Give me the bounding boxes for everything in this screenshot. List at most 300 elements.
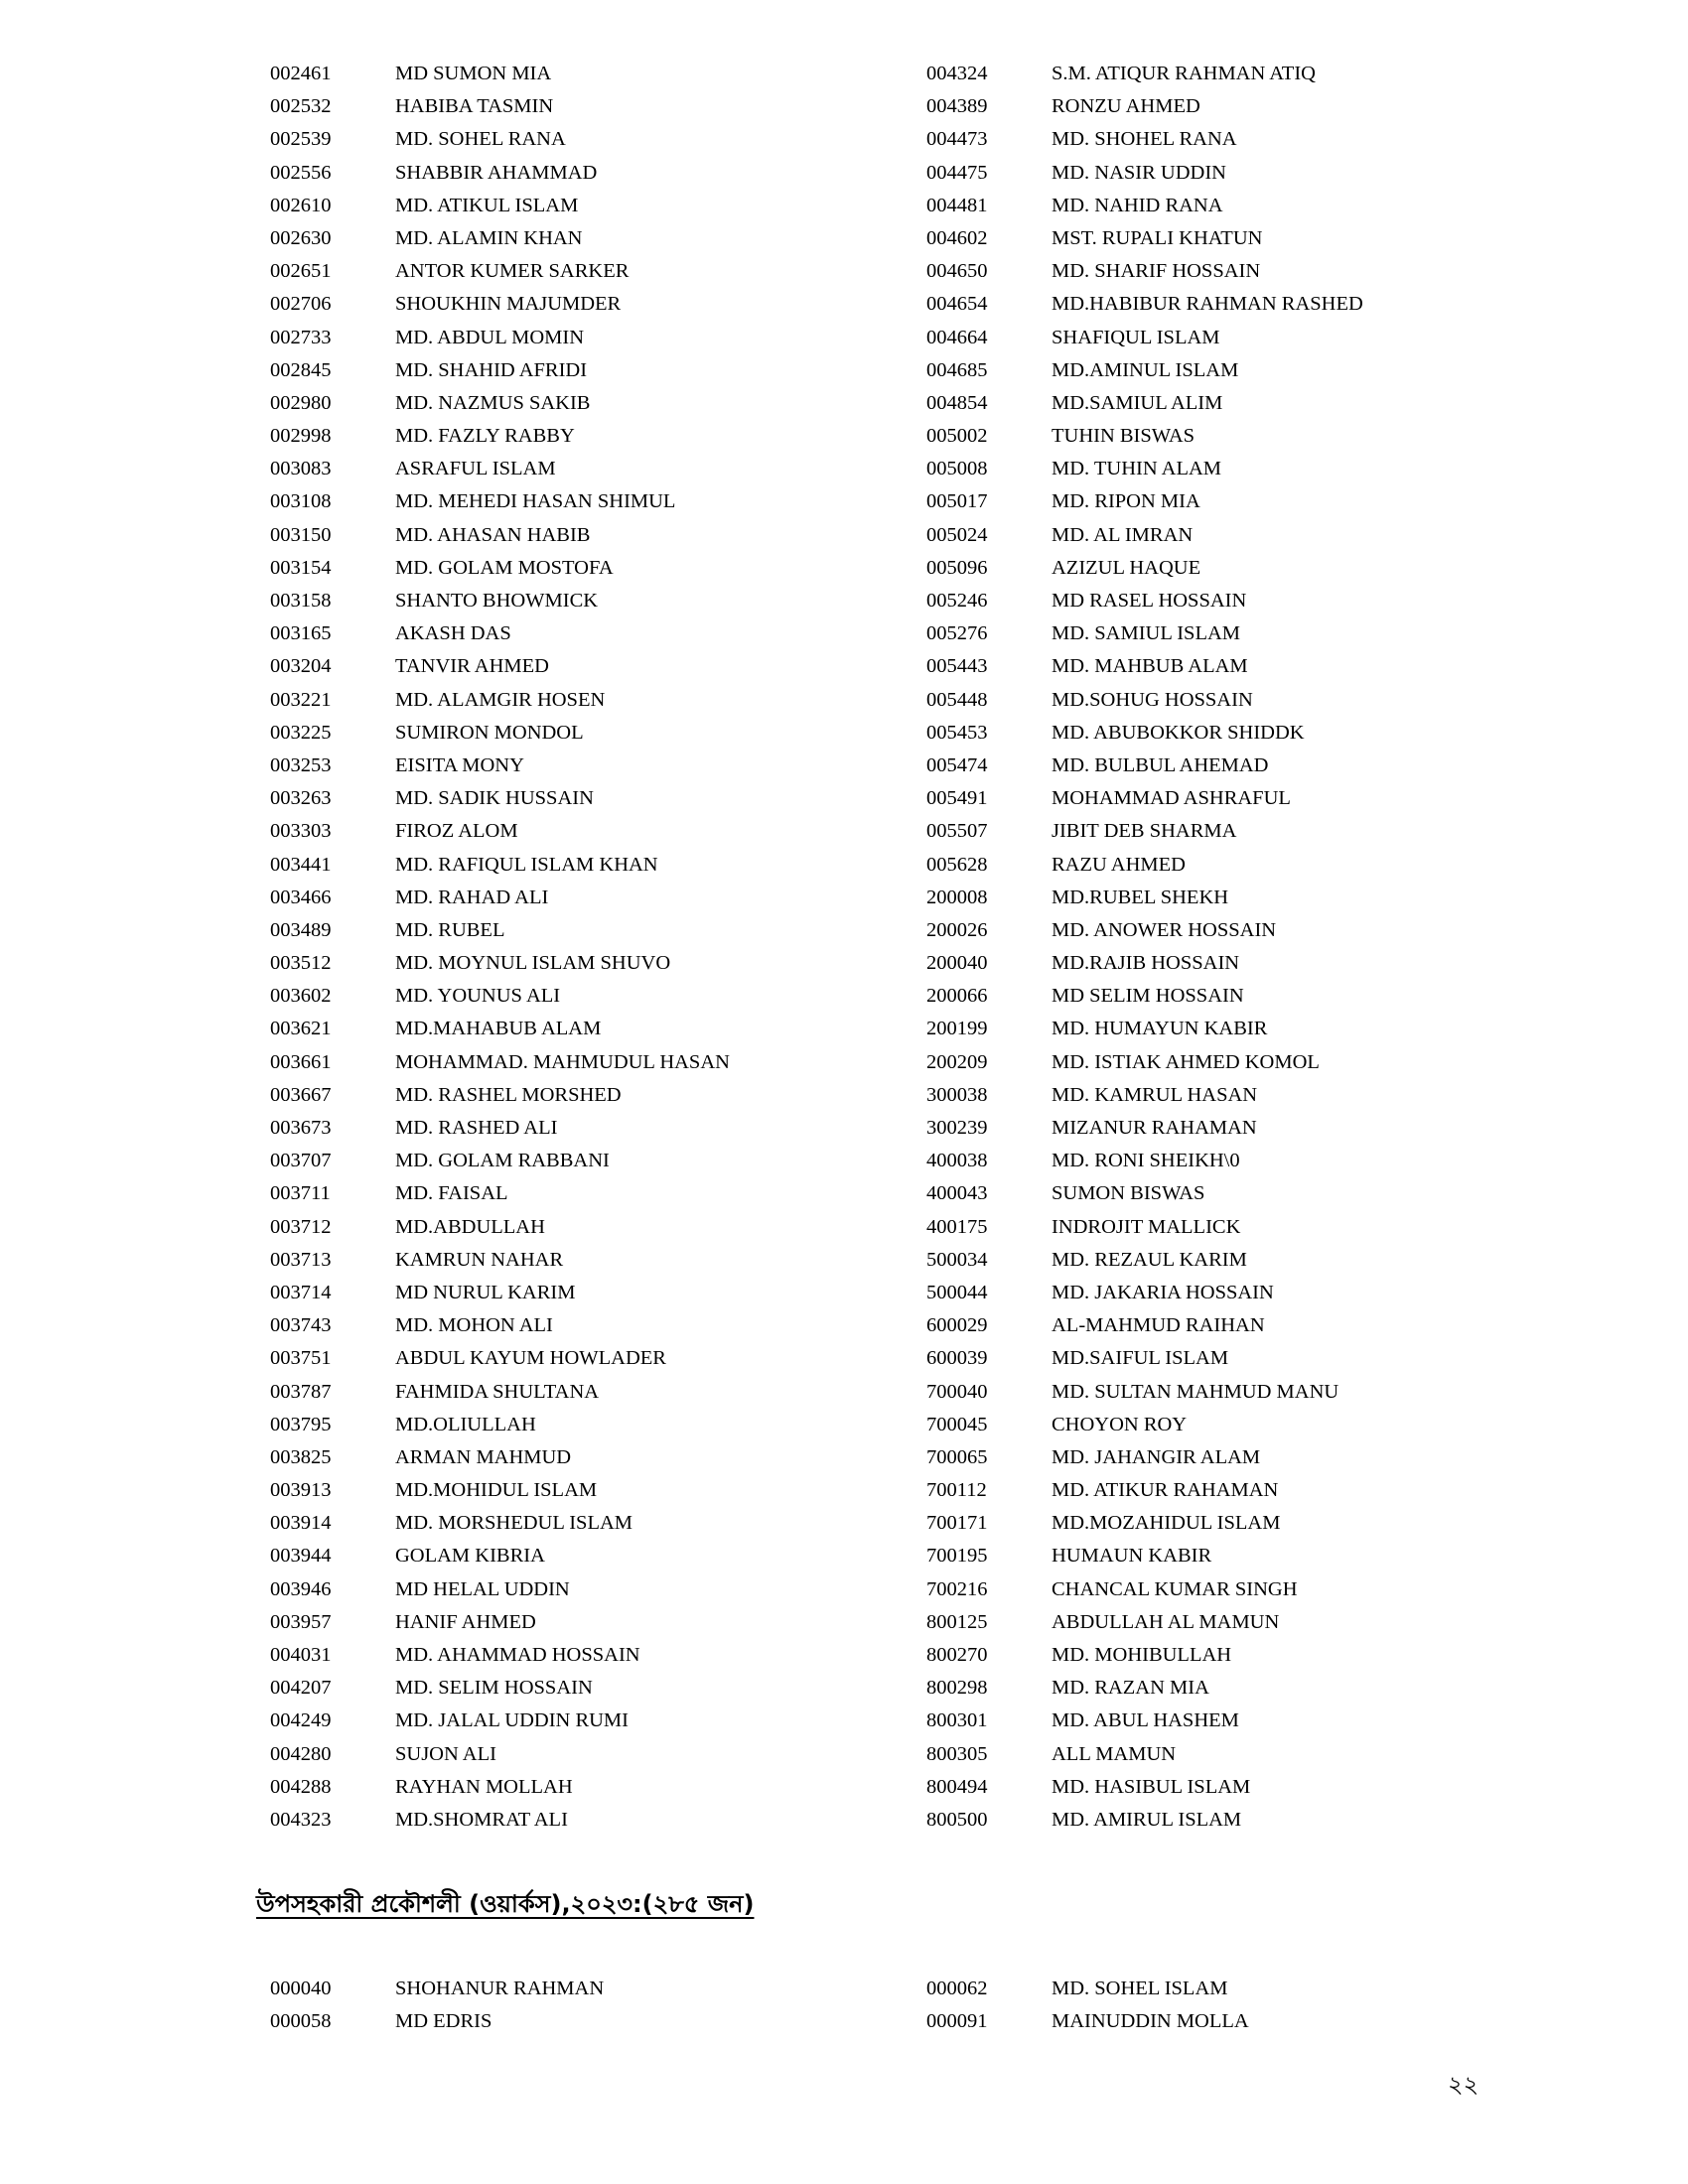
roll-number: 003204 (270, 655, 332, 678)
roll-number: 003466 (270, 886, 332, 908)
candidate-name: MD. ALAMGIR HOSEN (395, 688, 606, 711)
list-item (926, 1013, 1363, 1045)
roll-number: 004280 (270, 1742, 332, 1765)
candidate-name: MD. KAMRUL HASAN (1052, 1083, 1258, 1106)
roll-number: 003913 (270, 1479, 332, 1502)
candidate-name: MD. SHAHID AFRIDI (395, 358, 588, 381)
list-item (926, 1409, 1363, 1441)
roll-number: 004323 (270, 1808, 332, 1831)
roll-number: 004031 (270, 1644, 332, 1666)
list-item (270, 222, 730, 255)
list-item (926, 815, 1363, 848)
candidate-name: MOHAMMAD. MAHMUDUL HASAN (395, 1050, 730, 1073)
roll-number: 700195 (926, 1545, 988, 1568)
candidate-name: MD. MEHEDI HASAN SHIMUL (395, 490, 676, 513)
list-item (926, 1309, 1363, 1342)
candidate-name: MD HELAL UDDIN (395, 1577, 570, 1600)
roll-number: 003795 (270, 1413, 332, 1435)
candidate-name: RAZU AHMED (1052, 853, 1186, 876)
list-item (270, 485, 730, 518)
list-item (270, 1973, 604, 2005)
candidate-name: MD. SOHEL RANA (395, 128, 566, 151)
roll-number: 003221 (270, 688, 332, 711)
roll-number: 200040 (926, 952, 988, 975)
list-item (926, 1112, 1363, 1145)
roll-number: 004650 (926, 260, 988, 283)
roll-number: 300239 (926, 1117, 988, 1139)
candidate-name: MD. SAMIUL ISLAM (1052, 622, 1241, 645)
list-item (270, 684, 730, 717)
candidate-name: MD. ISTIAK AHMED KOMOL (1052, 1050, 1320, 1073)
list-item (270, 2005, 604, 2038)
candidate-name: SHOHANUR RAHMAN (395, 1978, 605, 1999)
list-item (926, 1639, 1363, 1672)
list-item (926, 1177, 1363, 1210)
roll-number: 003150 (270, 523, 332, 546)
list-item (270, 1112, 730, 1145)
candidate-name: MOHAMMAD ASHRAFUL (1052, 787, 1291, 810)
roll-number: 600029 (926, 1314, 988, 1337)
list-item (270, 1145, 730, 1177)
section-list-right-column (926, 1973, 1249, 2038)
roll-number: 003303 (270, 820, 332, 843)
candidate-name: ALL MAMUN (1052, 1742, 1177, 1765)
roll-number: 004602 (926, 226, 988, 249)
candidate-name: MD. YOUNUS ALI (395, 985, 561, 1008)
roll-number: 002610 (270, 194, 332, 216)
roll-number: 004481 (926, 194, 988, 216)
candidate-name: MD. MORSHEDUL ISLAM (395, 1512, 633, 1535)
roll-number: 003825 (270, 1445, 332, 1468)
candidate-name: MD. ABUBOKKOR SHIDDK (1052, 721, 1305, 744)
roll-number: 003441 (270, 853, 332, 876)
roll-number: 003713 (270, 1248, 332, 1271)
candidate-name: MD. AL IMRAN (1052, 523, 1194, 546)
roll-number: 700065 (926, 1445, 988, 1468)
roll-number: 500034 (926, 1248, 988, 1271)
roll-number: 003946 (270, 1577, 332, 1600)
roll-number: 003667 (270, 1083, 332, 1106)
roll-number: 003787 (270, 1380, 332, 1403)
list-item (926, 90, 1363, 123)
list-item (926, 717, 1363, 750)
list-item (926, 453, 1363, 485)
list-item (926, 1211, 1363, 1244)
list-item (270, 650, 730, 683)
list-item (270, 1804, 730, 1837)
roll-number: 200008 (926, 886, 988, 908)
roll-number: 003083 (270, 458, 332, 480)
list-item (270, 750, 730, 782)
candidate-name: MD. ALAMIN KHAN (395, 226, 583, 249)
roll-number: 002651 (270, 260, 332, 283)
candidate-name: RONZU AHMED (1052, 95, 1200, 118)
list-item (270, 1540, 730, 1572)
candidate-name: HUMAUN KABIR (1052, 1545, 1212, 1568)
list-item (270, 1507, 730, 1540)
roll-number: 004475 (926, 161, 988, 184)
candidate-name: MIZANUR RAHAMAN (1052, 1117, 1257, 1139)
list-item (926, 1804, 1363, 1837)
roll-number: 005008 (926, 458, 988, 480)
list-item (270, 90, 730, 123)
candidate-name: SUMIRON MONDOL (395, 721, 584, 744)
roll-number: 003489 (270, 918, 332, 941)
page-number: ২২ (1448, 2071, 1479, 2099)
list-item (926, 58, 1363, 90)
candidate-name: MD.RUBEL SHEKH (1052, 886, 1229, 908)
list-item (926, 322, 1363, 354)
list-item (270, 585, 730, 617)
candidate-name: INDROJIT MALLICK (1052, 1215, 1241, 1238)
list-item (270, 190, 730, 222)
roll-number: 800125 (926, 1610, 988, 1633)
list-item (926, 849, 1363, 882)
roll-number: 002630 (270, 226, 332, 249)
list-item (270, 782, 730, 815)
candidate-name: MD.ABDULLAH (395, 1215, 545, 1238)
list-item (270, 1177, 730, 1210)
list-item (926, 1540, 1363, 1572)
candidate-name: ARMAN MAHMUD (395, 1445, 572, 1468)
candidate-name: AKASH DAS (395, 622, 511, 645)
roll-number: 200026 (926, 918, 988, 941)
roll-number: 300038 (926, 1083, 988, 1106)
roll-number: 002980 (270, 391, 332, 414)
candidate-name: MD. RIPON MIA (1052, 490, 1200, 513)
list-item (270, 1376, 730, 1409)
roll-number: 003512 (270, 952, 332, 975)
list-item (926, 2005, 1249, 2038)
roll-number: 003751 (270, 1347, 332, 1370)
list-item (270, 354, 730, 387)
list-item (270, 1738, 730, 1771)
candidate-name: MD NURUL KARIM (395, 1281, 576, 1303)
roll-number: 400043 (926, 1182, 988, 1205)
roll-number: 002532 (270, 95, 332, 118)
roll-number: 005628 (926, 853, 988, 876)
list-item (270, 1013, 730, 1045)
roll-number: 200199 (926, 1018, 988, 1040)
list-item (926, 255, 1363, 288)
roll-number: 005096 (926, 556, 988, 579)
roll-number: 002539 (270, 128, 332, 151)
candidate-name: MD. ANOWER HOSSAIN (1052, 918, 1277, 941)
list-item (270, 849, 730, 882)
list-item (270, 420, 730, 453)
candidate-name: MD.SAMIUL ALIM (1052, 391, 1223, 414)
candidate-name: MD. NAZMUS SAKIB (395, 391, 591, 414)
candidate-name: MD. NAHID RANA (1052, 194, 1223, 216)
candidate-name: MD. SULTAN MAHMUD MANU (1052, 1380, 1339, 1403)
list-item (926, 157, 1363, 190)
list-item (926, 420, 1363, 453)
roll-number: 002733 (270, 326, 332, 348)
list-item (270, 322, 730, 354)
list-item (926, 123, 1363, 156)
list-item (926, 750, 1363, 782)
roll-number: 005453 (926, 721, 988, 744)
list-item (926, 1376, 1363, 1409)
candidate-name: MD.SOHUG HOSSAIN (1052, 688, 1253, 711)
candidate-name: MD. NASIR UDDIN (1052, 161, 1226, 184)
list-item (270, 1342, 730, 1375)
list-item (926, 1705, 1363, 1737)
candidate-name: MD. SELIM HOSSAIN (395, 1677, 593, 1700)
list-item (926, 782, 1363, 815)
list-item (270, 1639, 730, 1672)
roll-number: 004207 (270, 1677, 332, 1700)
roll-number: 800500 (926, 1808, 988, 1831)
roll-number: 400038 (926, 1150, 988, 1172)
roll-number: 003707 (270, 1150, 332, 1172)
candidate-name: MD. AMIRUL ISLAM (1052, 1808, 1242, 1831)
candidate-name: MD. RAHAD ALI (395, 886, 549, 908)
list-item (926, 1046, 1363, 1079)
candidate-name: SHABBIR AHAMMAD (395, 161, 598, 184)
roll-number: 003673 (270, 1117, 332, 1139)
candidate-name: MD. RUBEL (395, 918, 505, 941)
roll-number: 700045 (926, 1413, 988, 1435)
list-item (926, 190, 1363, 222)
list-item (270, 1244, 730, 1277)
list-item (926, 485, 1363, 518)
roll-number: 000040 (270, 1978, 332, 1999)
candidate-name: CHOYON ROY (1052, 1413, 1188, 1435)
candidate-name: MD. HASIBUL ISLAM (1052, 1775, 1251, 1798)
candidate-name: MD EDRIS (395, 2010, 492, 2033)
candidate-name: ASRAFUL ISLAM (395, 458, 556, 480)
roll-number: 003944 (270, 1545, 332, 1568)
list-item (270, 255, 730, 288)
candidate-name: S.M. ATIQUR RAHMAN ATIQ (1052, 63, 1316, 84)
candidate-name: FIROZ ALOM (395, 820, 518, 843)
list-item (270, 1573, 730, 1606)
roll-number: 800301 (926, 1709, 988, 1732)
roll-number: 700112 (926, 1479, 987, 1502)
candidate-name: MD. RASHED ALI (395, 1117, 558, 1139)
roll-number: 003158 (270, 590, 332, 612)
candidate-name: TUHIN BISWAS (1052, 425, 1196, 448)
section-heading: উপসহকারী প্রকৌশলী (ওয়ার্কস),২০২৩:(২৮৫ জন) (256, 1890, 755, 1918)
candidate-name: MD. MOHON ALI (395, 1314, 553, 1337)
candidate-name: MD. BULBUL AHEMAD (1052, 753, 1269, 776)
list-item (926, 1606, 1363, 1639)
list-item (926, 914, 1363, 947)
list-item (270, 617, 730, 650)
candidate-name: KAMRUN NAHAR (395, 1248, 564, 1271)
roll-number: 002706 (270, 293, 332, 316)
candidate-name: MD.OLIULLAH (395, 1413, 536, 1435)
list-item (270, 288, 730, 321)
candidate-name: SHANTO BHOWMICK (395, 590, 599, 612)
candidate-name: MD.MOHIDUL ISLAM (395, 1479, 598, 1502)
roll-number: 005443 (926, 655, 988, 678)
candidate-name: MD.SAIFUL ISLAM (1052, 1347, 1229, 1370)
list-item (926, 1573, 1363, 1606)
list-item (926, 1441, 1363, 1474)
roll-number: 003602 (270, 985, 332, 1008)
candidate-name: GOLAM KIBRIA (395, 1545, 545, 1568)
list-item (270, 1046, 730, 1079)
candidate-name: MD. AHASAN HABIB (395, 523, 591, 546)
candidate-name: MD SUMON MIA (395, 63, 552, 84)
list-item (926, 354, 1363, 387)
candidate-name: SHAFIQUL ISLAM (1052, 326, 1220, 348)
candidate-name: MD SELIM HOSSAIN (1052, 985, 1244, 1008)
candidate-name: MD. SHOHEL RANA (1052, 128, 1237, 151)
candidate-name: MD. GOLAM MOSTOFA (395, 556, 614, 579)
list-item (270, 717, 730, 750)
candidate-name: TANVIR AHMED (395, 655, 549, 678)
roll-number: 003621 (270, 1018, 332, 1040)
candidate-name: MD. MOHIBULLAH (1052, 1644, 1232, 1666)
candidate-name: MD. AHAMMAD HOSSAIN (395, 1644, 640, 1666)
roll-number: 800305 (926, 1742, 988, 1765)
candidate-name: MD. RAFIQUL ISLAM KHAN (395, 853, 658, 876)
list-item (270, 519, 730, 552)
candidate-name: ABDULLAH AL MAMUN (1052, 1610, 1280, 1633)
roll-number: 003108 (270, 490, 332, 513)
roll-number: 700040 (926, 1380, 988, 1403)
candidate-name: MD RASEL HOSSAIN (1052, 590, 1247, 612)
roll-number: 005491 (926, 787, 988, 810)
candidate-name: MD. FAISAL (395, 1182, 508, 1205)
roll-number: 000091 (926, 2010, 988, 2033)
list-item (270, 123, 730, 156)
roll-number: 400175 (926, 1215, 988, 1238)
list-item (926, 552, 1363, 585)
list-item (926, 947, 1363, 980)
candidate-name: EISITA MONY (395, 753, 524, 776)
list-item (926, 1672, 1363, 1705)
candidate-name: MD. ATIKUR RAHAMAN (1052, 1479, 1279, 1502)
roll-number: 000058 (270, 2010, 332, 2033)
list-item (270, 157, 730, 190)
roll-number: 003165 (270, 622, 332, 645)
candidate-name: MD. GOLAM RABBANI (395, 1150, 610, 1172)
list-item (270, 453, 730, 485)
list-item (926, 617, 1363, 650)
roll-number: 004654 (926, 293, 988, 316)
roll-number: 005002 (926, 425, 988, 448)
candidate-name: SHOUKHIN MAJUMDER (395, 293, 622, 316)
list-item (926, 1145, 1363, 1177)
roll-number: 004288 (270, 1775, 332, 1798)
candidate-name: MD. SADIK HUSSAIN (395, 787, 594, 810)
candidate-name: RAYHAN MOLLAH (395, 1775, 573, 1798)
candidate-name: CHANCAL KUMAR SINGH (1052, 1577, 1298, 1600)
list-item (926, 387, 1363, 420)
roll-number: 003661 (270, 1050, 332, 1073)
roll-number: 500044 (926, 1281, 988, 1303)
candidate-name: MAINUDDIN MOLLA (1052, 2010, 1249, 2033)
roll-number: 005024 (926, 523, 988, 546)
list-item (926, 1244, 1363, 1277)
list-item (270, 1309, 730, 1342)
candidate-name: HABIBA TASMIN (395, 95, 554, 118)
list-item (926, 1474, 1363, 1507)
list-item (926, 1973, 1249, 2005)
candidate-name: SUJON ALI (395, 1742, 496, 1765)
list-item (270, 1409, 730, 1441)
roll-number: 005246 (926, 590, 988, 612)
candidate-name: ANTOR KUMER SARKER (395, 260, 630, 283)
roll-number: 004473 (926, 128, 988, 151)
candidate-name: MD. RASHEL MORSHED (395, 1083, 622, 1106)
list-item (926, 980, 1363, 1013)
roll-number: 005276 (926, 622, 988, 645)
candidate-name: MD. JALAL UDDIN RUMI (395, 1709, 629, 1732)
list-item (926, 650, 1363, 683)
list-item (926, 585, 1363, 617)
roll-number: 004854 (926, 391, 988, 414)
roll-number: 003263 (270, 787, 332, 810)
list-item (270, 1474, 730, 1507)
candidate-name: ABDUL KAYUM HOWLADER (395, 1347, 666, 1370)
candidate-name: MD. JAHANGIR ALAM (1052, 1445, 1261, 1468)
candidate-name: MD. SHARIF HOSSAIN (1052, 260, 1261, 283)
candidate-name: HANIF AHMED (395, 1610, 536, 1633)
candidate-name: MD.AMINUL ISLAM (1052, 358, 1239, 381)
list-item (270, 815, 730, 848)
list-item (270, 914, 730, 947)
roll-number: 800298 (926, 1677, 988, 1700)
candidate-name: MD. ATIKUL ISLAM (395, 194, 579, 216)
list-item (270, 1606, 730, 1639)
roll-number: 004664 (926, 326, 988, 348)
roll-number: 004324 (926, 63, 988, 84)
list-item (270, 552, 730, 585)
list-item (926, 288, 1363, 321)
roll-number: 700216 (926, 1577, 988, 1600)
candidate-name: JIBIT DEB SHARMA (1052, 820, 1237, 843)
candidate-name: AL-MAHMUD RAIHAN (1052, 1314, 1265, 1337)
roll-number: 200066 (926, 985, 988, 1008)
candidate-name: MD. RAZAN MIA (1052, 1677, 1209, 1700)
candidate-name: MD. MAHBUB ALAM (1052, 655, 1248, 678)
candidate-name: MD. ABUL HASHEM (1052, 1709, 1239, 1732)
roll-number: 005474 (926, 753, 988, 776)
candidate-name: MD. TUHIN ALAM (1052, 458, 1222, 480)
roll-number: 004249 (270, 1709, 332, 1732)
roll-number: 004685 (926, 358, 988, 381)
roll-number: 003711 (270, 1182, 331, 1205)
list-item (270, 1079, 730, 1112)
candidate-name: MST. RUPALI KHATUN (1052, 226, 1263, 249)
list-item (270, 58, 730, 90)
candidate-name: MD. ABDUL MOMIN (395, 326, 585, 348)
list-item (270, 1211, 730, 1244)
list-item (926, 1079, 1363, 1112)
roll-number: 000062 (926, 1978, 988, 1999)
list-item (270, 947, 730, 980)
roll-number: 003253 (270, 753, 332, 776)
roll-number: 800494 (926, 1775, 988, 1798)
candidate-name: MD. JAKARIA HOSSAIN (1052, 1281, 1274, 1303)
roll-number: 002461 (270, 63, 332, 84)
candidate-name: FAHMIDA SHULTANA (395, 1380, 600, 1403)
list-item (270, 1441, 730, 1474)
candidate-name: AZIZUL HAQUE (1052, 556, 1201, 579)
roll-number: 003914 (270, 1512, 332, 1535)
candidate-name: MD. RONI SHEIKH\0 (1052, 1150, 1240, 1172)
candidate-name: MD. MOYNUL ISLAM SHUVO (395, 952, 671, 975)
roll-number: 003714 (270, 1281, 332, 1303)
roll-number: 600039 (926, 1347, 988, 1370)
list-item (926, 1771, 1363, 1804)
candidate-name: MD.MOZAHIDUL ISLAM (1052, 1512, 1281, 1535)
